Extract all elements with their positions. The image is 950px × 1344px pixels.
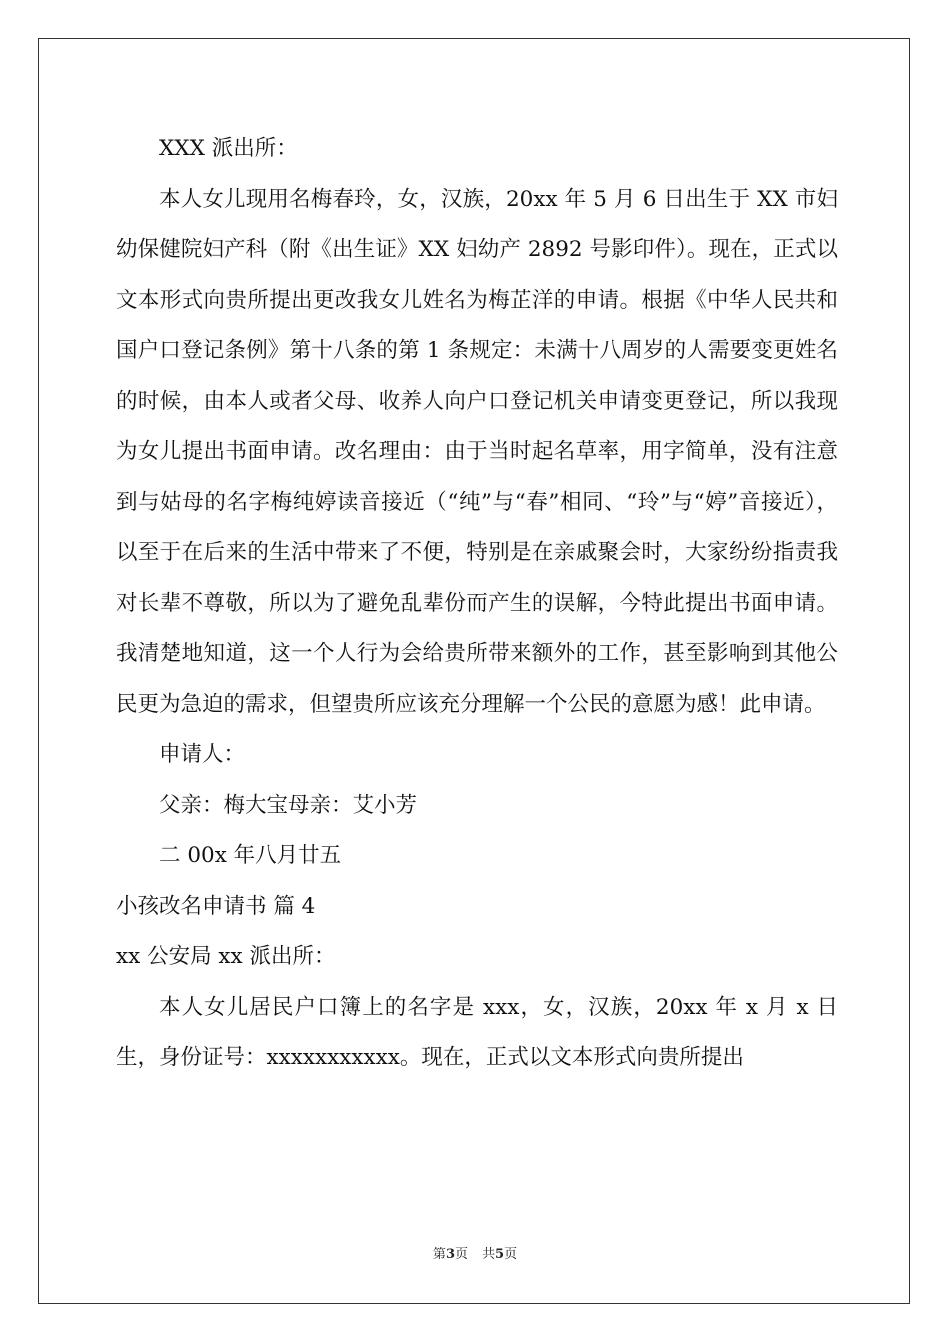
page-total: 5 — [495, 1247, 505, 1262]
document-body — [116, 124, 838, 1084]
body-paragraph: 本人女儿现用名梅春玲，女，汉族，20xx 年 5 月 6 日出生于 XX 市妇幼保健院妇产科（附《出生证》XX 妇幼产 2892 号影印件）。现在，正式以文本形式向贵所提出更改我女儿姓名为梅芷洋的申请。根据《中华人民共和国户口登记条例》第十八条的第 1 条规定：未满十八周岁的人需要变更姓名的时候，由本人或者父母、收养人向户口登记机关申请变更登记，所以我现为女儿提出书面申请。改名理由：由于当时起名草率，用字简单，没有注意到与姑母的名字梅纯婷读音接近（“纯”与“春”相同、“玲”与“婷”音接近），以至于在后来的生活中带来了不便，特别是在亲戚聚会时，大家纷纷指责我对长辈不尊敬，所以为了避免乱辈份而产生的误解，今特此提出书面申请。我清楚地知道，这一个人行为会给贵所带来额外的工作，甚至影响到其他公民更为急迫的需求，但望贵所应该充分理解一个公民的意愿为感！此申请。 — [116, 186, 838, 717]
applicant-label: 申请人： — [159, 742, 246, 767]
page-footer — [0, 1246, 950, 1264]
parents-line: 父亲：梅大宝母亲：艾小芳 — [159, 792, 418, 818]
page-suffix: 页 — [454, 1247, 468, 1262]
total-suffix: 页 — [504, 1247, 518, 1262]
page-current: 3 — [445, 1247, 455, 1262]
date-line: 二 00x 年八月廿五 — [159, 843, 342, 868]
body-paragraph-2: 本人女儿居民户口簿上的名字是 xxx，女，汉族，20xx 年 x 月 x 日生，身份证号：xxxxxxxxxxx。现在，正式以文本形式向贵所提出 — [116, 994, 838, 1070]
page-prefix: 第 — [432, 1247, 446, 1262]
salutation-2: xx 公安局 xx 派出所： — [116, 944, 336, 969]
total-prefix: 共 — [482, 1247, 496, 1262]
salutation: XXX 派出所： — [159, 136, 298, 161]
section-title: 小孩改名申请书 篇 4 — [116, 893, 316, 919]
